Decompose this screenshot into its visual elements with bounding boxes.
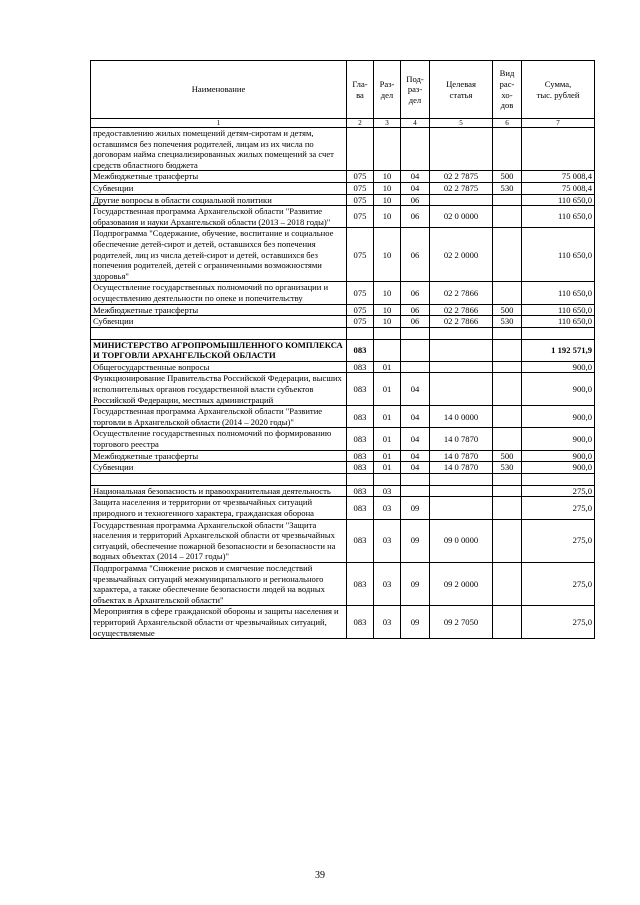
cell-vid — [493, 361, 522, 373]
cell-summa: 275,0 — [522, 497, 595, 519]
cell-name: Государственная программа Архангельской области "Развитие торговли в Архангельской области (2014 – 2020 годы)" — [91, 406, 347, 428]
header-glava-text: Гла- ва — [352, 78, 368, 100]
cell-razdel — [374, 327, 401, 339]
cell-podrazdel: 04 — [401, 428, 430, 450]
cell-razdel — [374, 339, 401, 361]
cell-name: предоставлению жилых помещений детям-сиротам и детям, оставшимся без попечения родителей, лицам из их числа по договорам найма специализированных жилых помещений за счет средств областного бюджета — [91, 128, 347, 171]
cell-name: Общегосударственные вопросы — [91, 361, 347, 373]
header-name-text: Наименование — [191, 84, 246, 95]
cell-glava: 083 — [347, 497, 374, 519]
cell-name: Межбюджетные трансферты — [91, 450, 347, 462]
cell-summa: 900,0 — [522, 373, 595, 406]
cell-razdel: 10 — [374, 206, 401, 228]
cell-podrazdel — [401, 339, 430, 361]
column-number: 1 — [91, 119, 347, 128]
cell-glava: 083 — [347, 562, 374, 605]
cell-razdel — [374, 128, 401, 171]
cell-name: Защита населения и территории от чрезвычайных ситуаций природного и техногенного характера, гражданская оборона — [91, 497, 347, 519]
cell-razdel: 01 — [374, 428, 401, 450]
table-header-row — [91, 61, 595, 119]
cell-glava: 083 — [347, 406, 374, 428]
cell-statya — [430, 373, 493, 406]
cell-glava: 083 — [347, 462, 374, 474]
header-summa — [522, 61, 595, 119]
cell-podrazdel: 09 — [401, 497, 430, 519]
cell-glava: 075 — [347, 316, 374, 328]
cell-razdel: 10 — [374, 316, 401, 328]
cell-razdel: 10 — [374, 194, 401, 206]
cell-podrazdel: 06 — [401, 194, 430, 206]
cell-podrazdel: 06 — [401, 316, 430, 328]
cell-glava: 083 — [347, 361, 374, 373]
table-row — [91, 373, 595, 406]
cell-podrazdel — [401, 327, 430, 339]
cell-vid — [493, 485, 522, 497]
cell-summa: 900,0 — [522, 406, 595, 428]
cell-vid — [493, 562, 522, 605]
table-row — [91, 194, 595, 206]
cell-summa: 75 008,4 — [522, 171, 595, 183]
cell-statya: 02 2 7875 — [430, 171, 493, 183]
cell-razdel: 01 — [374, 406, 401, 428]
cell-razdel: 10 — [374, 282, 401, 304]
cell-glava: 083 — [347, 339, 374, 361]
cell-name: Субвенции — [91, 462, 347, 474]
cell-podrazdel: 04 — [401, 182, 430, 194]
cell-name: МИНИСТЕРСТВО АГРОПРОМЫШЛЕННОГО КОМПЛЕКСА И ТОРГОВЛИ АРХАНГЕЛЬСКОЙ ОБЛАСТИ — [91, 339, 347, 361]
cell-summa: 275,0 — [522, 606, 595, 639]
cell-vid — [493, 194, 522, 206]
cell-razdel: 01 — [374, 462, 401, 474]
header-razdel — [374, 61, 401, 119]
table-row — [91, 562, 595, 605]
cell-statya: 14 0 7870 — [430, 428, 493, 450]
table-row — [91, 485, 595, 497]
cell-statya: 02 0 0000 — [430, 206, 493, 228]
cell-statya: 02 2 7866 — [430, 282, 493, 304]
cell-vid — [493, 497, 522, 519]
cell-vid — [493, 428, 522, 450]
cell-podrazdel: 06 — [401, 206, 430, 228]
table-row — [91, 462, 595, 474]
cell-name — [91, 473, 347, 485]
cell-vid — [493, 606, 522, 639]
cell-glava: 083 — [347, 519, 374, 562]
cell-summa: 275,0 — [522, 485, 595, 497]
header-podrazdel-text: Под- раз- дел — [406, 73, 424, 105]
cell-podrazdel: 04 — [401, 406, 430, 428]
cell-statya: 09 2 7050 — [430, 606, 493, 639]
cell-statya — [430, 473, 493, 485]
table-row — [91, 128, 595, 171]
cell-vid — [493, 128, 522, 171]
cell-statya: 14 0 0000 — [430, 406, 493, 428]
cell-podrazdel: 06 — [401, 282, 430, 304]
cell-name: Функционирование Правительства Российской Федерации, высших исполнительных органов государственной власти субъектов Российской Федерации, местных администраций — [91, 373, 347, 406]
budget-table — [90, 60, 595, 639]
column-number: 2 — [347, 119, 374, 128]
cell-podrazdel: 06 — [401, 304, 430, 316]
table-row — [91, 361, 595, 373]
table-row — [91, 316, 595, 328]
cell-summa: 900,0 — [522, 450, 595, 462]
cell-podrazdel — [401, 361, 430, 373]
cell-razdel: 01 — [374, 373, 401, 406]
cell-statya: 02 2 7875 — [430, 182, 493, 194]
cell-podrazdel: 09 — [401, 519, 430, 562]
cell-glava: 075 — [347, 171, 374, 183]
cell-name: Осуществление государственных полномочий по формированию торгового реестра — [91, 428, 347, 450]
cell-glava: 083 — [347, 485, 374, 497]
cell-summa: 75 008,4 — [522, 182, 595, 194]
cell-summa: 110 650,0 — [522, 194, 595, 206]
cell-podrazdel: 06 — [401, 228, 430, 282]
cell-name: Межбюджетные трансферты — [91, 304, 347, 316]
cell-name: Государственная программа Архангельской области "Защита населения и территорий Архангельской области от чрезвычайных ситуаций, обеспечение пожарной безопасности и безопасности на водных объектах (2014 – 2017 годы)" — [91, 519, 347, 562]
cell-summa: 110 650,0 — [522, 282, 595, 304]
cell-summa: 275,0 — [522, 519, 595, 562]
table-row — [91, 473, 595, 485]
header-podrazdel — [401, 61, 430, 119]
cell-podrazdel: 09 — [401, 562, 430, 605]
cell-name: Государственная программа Архангельской области "Развитие образования и науки Архангельской области (2013 – 2018 годы)" — [91, 206, 347, 228]
cell-glava: 083 — [347, 450, 374, 462]
table-row — [91, 339, 595, 361]
table-row — [91, 228, 595, 282]
cell-vid — [493, 282, 522, 304]
table-row — [91, 304, 595, 316]
table-row — [91, 327, 595, 339]
cell-statya — [430, 497, 493, 519]
cell-glava — [347, 327, 374, 339]
header-vid-text: Вид рас- хо- дов — [499, 68, 515, 111]
cell-podrazdel — [401, 473, 430, 485]
cell-vid — [493, 406, 522, 428]
column-number: 6 — [493, 119, 522, 128]
cell-glava: 083 — [347, 428, 374, 450]
cell-summa: 900,0 — [522, 462, 595, 474]
table-row — [91, 450, 595, 462]
cell-razdel: 03 — [374, 519, 401, 562]
column-number: 4 — [401, 119, 430, 128]
header-celevaya — [430, 61, 493, 119]
cell-statya — [430, 339, 493, 361]
cell-summa — [522, 327, 595, 339]
cell-summa: 110 650,0 — [522, 206, 595, 228]
cell-vid — [493, 339, 522, 361]
cell-vid — [493, 327, 522, 339]
cell-summa: 110 650,0 — [522, 304, 595, 316]
cell-vid: 530 — [493, 462, 522, 474]
cell-podrazdel — [401, 128, 430, 171]
cell-statya — [430, 361, 493, 373]
table-body — [91, 128, 595, 639]
table-row — [91, 182, 595, 194]
cell-name: Подпрограмма "Снижение рисков и смягчение последствий чрезвычайных ситуаций межмуниципального и регионального характера, а также обеспечение безопасности людей на водных объектах в Архангельской области" — [91, 562, 347, 605]
cell-statya: 09 0 0000 — [430, 519, 493, 562]
column-number-row — [91, 119, 595, 128]
cell-summa: 110 650,0 — [522, 228, 595, 282]
cell-razdel: 03 — [374, 562, 401, 605]
cell-podrazdel: 04 — [401, 373, 430, 406]
cell-name: Субвенции — [91, 182, 347, 194]
cell-razdel: 03 — [374, 485, 401, 497]
cell-glava: 083 — [347, 373, 374, 406]
cell-statya — [430, 485, 493, 497]
cell-glava — [347, 128, 374, 171]
cell-name — [91, 327, 347, 339]
cell-vid — [493, 373, 522, 406]
cell-summa: 275,0 — [522, 562, 595, 605]
cell-statya: 09 2 0000 — [430, 562, 493, 605]
cell-podrazdel: 04 — [401, 450, 430, 462]
cell-summa — [522, 473, 595, 485]
cell-vid — [493, 228, 522, 282]
table-row — [91, 497, 595, 519]
cell-razdel: 10 — [374, 304, 401, 316]
column-number: 7 — [522, 119, 595, 128]
cell-vid: 500 — [493, 450, 522, 462]
column-number: 5 — [430, 119, 493, 128]
header-name — [91, 61, 347, 119]
cell-statya: 14 0 7870 — [430, 450, 493, 462]
cell-name: Подпрограмма "Содержание, обучение, воспитание и социальное обеспечение детей-сирот и детей, оставшихся без попечения родителей, лиц из числа детей-сирот и детей, оставшихся без попечения родителей, детей с ограниченными возможностями здоровья" — [91, 228, 347, 282]
cell-razdel: 03 — [374, 606, 401, 639]
cell-razdel: 10 — [374, 182, 401, 194]
cell-statya: 02 2 0000 — [430, 228, 493, 282]
cell-statya: 02 2 7866 — [430, 316, 493, 328]
cell-statya — [430, 194, 493, 206]
table-row — [91, 282, 595, 304]
cell-podrazdel: 09 — [401, 606, 430, 639]
cell-vid: 530 — [493, 316, 522, 328]
cell-vid — [493, 473, 522, 485]
cell-glava: 075 — [347, 228, 374, 282]
cell-summa — [522, 128, 595, 171]
cell-statya: 14 0 7870 — [430, 462, 493, 474]
header-celevaya-text: Целевая статья — [446, 78, 476, 100]
cell-vid: 500 — [493, 304, 522, 316]
cell-razdel: 10 — [374, 228, 401, 282]
header-vid — [493, 61, 522, 119]
cell-summa: 110 650,0 — [522, 316, 595, 328]
cell-glava: 075 — [347, 182, 374, 194]
cell-razdel: 10 — [374, 171, 401, 183]
cell-razdel: 01 — [374, 450, 401, 462]
header-razdel-text: Раз- дел — [379, 78, 395, 100]
cell-podrazdel — [401, 485, 430, 497]
cell-summa: 900,0 — [522, 361, 595, 373]
table-row — [91, 519, 595, 562]
cell-summa: 1 192 571,9 — [522, 339, 595, 361]
cell-name: Субвенции — [91, 316, 347, 328]
cell-razdel — [374, 473, 401, 485]
cell-vid: 530 — [493, 182, 522, 194]
table-row — [91, 171, 595, 183]
cell-vid — [493, 519, 522, 562]
cell-vid: 500 — [493, 171, 522, 183]
table-row — [91, 606, 595, 639]
header-glava — [347, 61, 374, 119]
cell-glava — [347, 473, 374, 485]
header-summa-text: Сумма, тыс. рублей — [536, 78, 580, 100]
cell-glava: 083 — [347, 606, 374, 639]
cell-name: Межбюджетные трансферты — [91, 171, 347, 183]
cell-statya — [430, 327, 493, 339]
cell-glava: 075 — [347, 194, 374, 206]
page-number: 39 — [315, 870, 325, 881]
cell-podrazdel: 04 — [401, 462, 430, 474]
cell-podrazdel: 04 — [401, 171, 430, 183]
column-number: 3 — [374, 119, 401, 128]
cell-statya: 02 2 7866 — [430, 304, 493, 316]
table-row — [91, 428, 595, 450]
cell-vid — [493, 206, 522, 228]
table-row — [91, 406, 595, 428]
cell-glava: 075 — [347, 282, 374, 304]
cell-glava: 075 — [347, 206, 374, 228]
cell-statya — [430, 128, 493, 171]
cell-name: Мероприятия в сфере гражданской обороны и защиты населения и территорий Архангельской области от чрезвычайных ситуаций, осуществляемые — [91, 606, 347, 639]
table-row — [91, 206, 595, 228]
cell-glava: 075 — [347, 304, 374, 316]
cell-name: Осуществление государственных полномочий по организации и осуществлению деятельности по опеке и попечительству — [91, 282, 347, 304]
cell-name: Другие вопросы в области социальной политики — [91, 194, 347, 206]
cell-razdel: 01 — [374, 361, 401, 373]
cell-razdel: 03 — [374, 497, 401, 519]
cell-name: Национальная безопасность и правоохранительная деятельность — [91, 485, 347, 497]
cell-summa: 900,0 — [522, 428, 595, 450]
